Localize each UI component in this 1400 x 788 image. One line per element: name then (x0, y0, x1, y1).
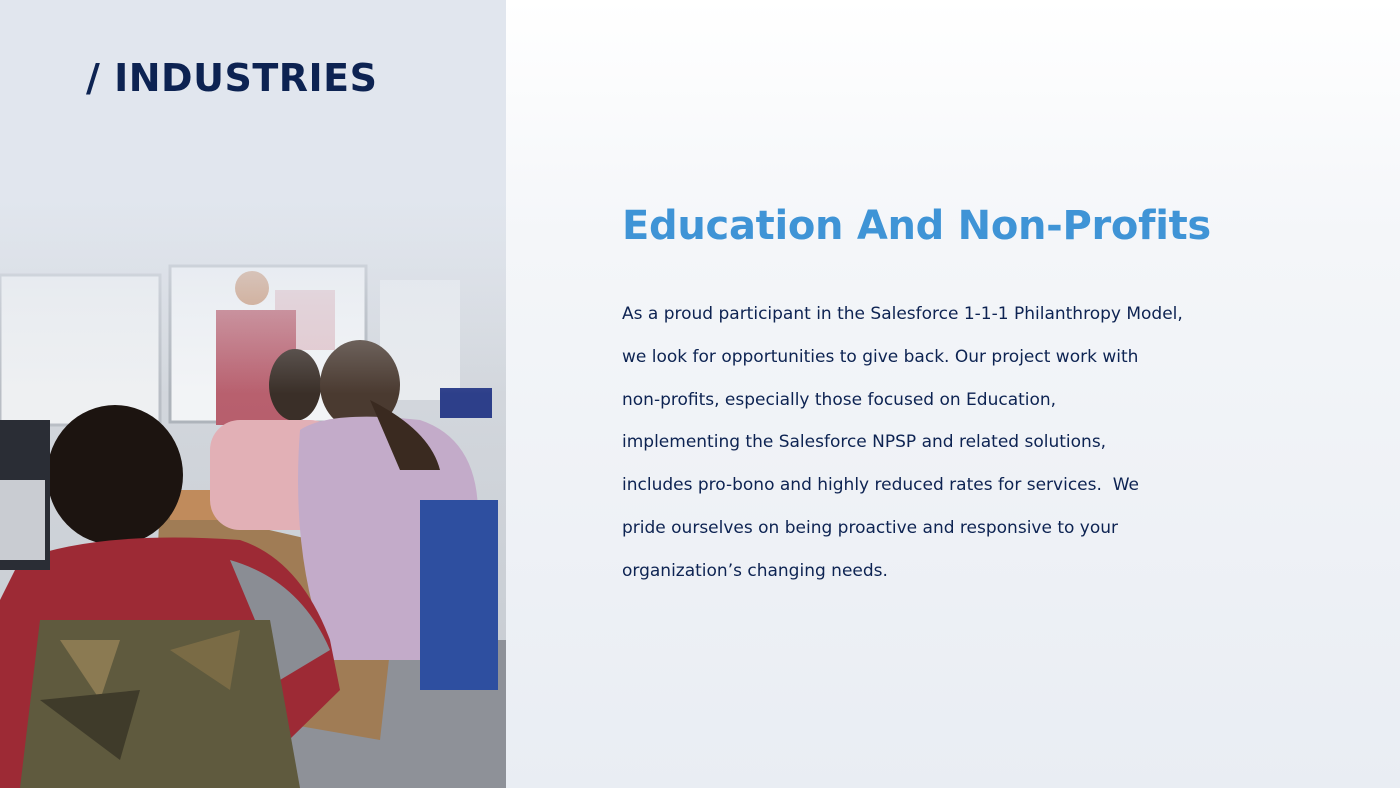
body-paragraph (622, 293, 1262, 593)
page-heading: Education And Non-Profits (622, 203, 1211, 249)
body-line: As a proud participant in the Salesforce 1-1-1 Philanthropy Model, (622, 304, 1183, 324)
body-line: we look for opportunities to give back. Our project work with (622, 346, 1139, 367)
section-label: / INDUSTRIES (86, 56, 378, 100)
body-line: includes pro-bono and highly reduced rates for services. We (622, 475, 1139, 496)
classroom-photo (0, 0, 506, 788)
left-panel (0, 0, 506, 788)
body-line: organization’s changing needs. (622, 560, 888, 581)
body-line: implementing the Salesforce NPSP and related solutions, (622, 432, 1107, 453)
body-line: non-profits, especially those focused on Education, (622, 389, 1057, 410)
body-line: pride ourselves on being proactive and responsive to your (622, 517, 1119, 538)
content-panel (506, 0, 1400, 788)
